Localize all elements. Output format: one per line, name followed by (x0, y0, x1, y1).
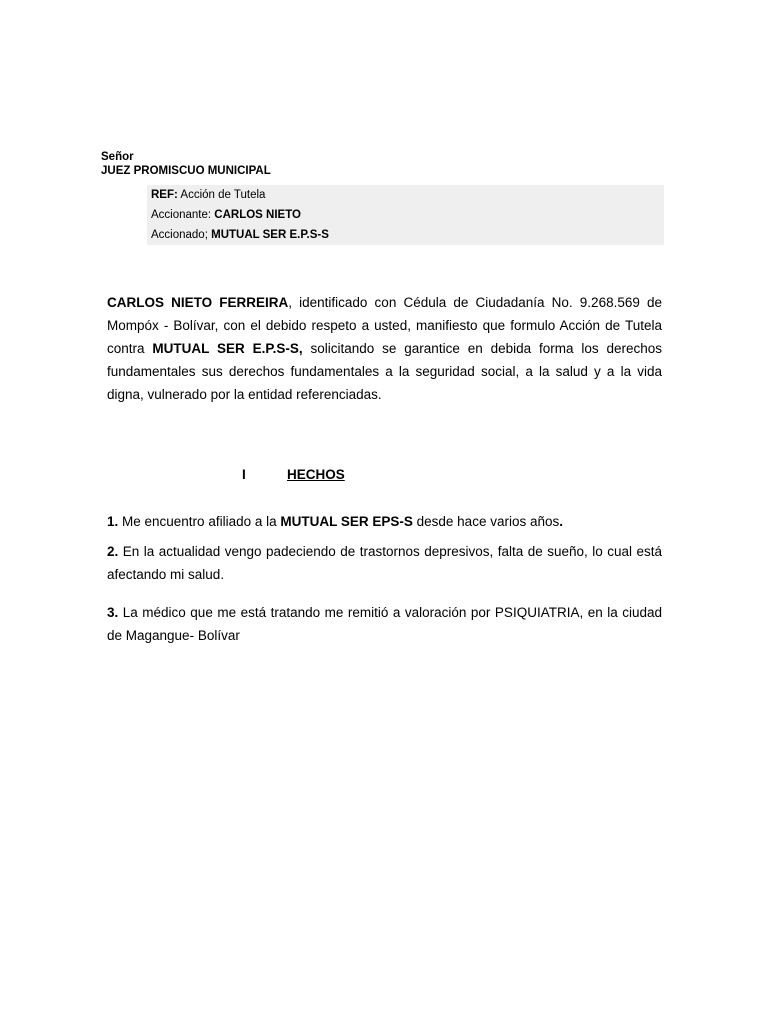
section-title: HECHOS (287, 467, 345, 482)
ref-line (151, 185, 265, 205)
intro-paragraph (107, 291, 662, 406)
accionado-label: Accionado; (151, 229, 212, 241)
fact-number: 1. (107, 514, 119, 529)
fact-entity: MUTUAL SER EPS-S (280, 514, 413, 529)
intro-text-2: solicitando se garantice en debida forma los derechos fundamentales sus derechos fundamentales a la seguridad social, a la salud y a la vida digna, vulnerado por la entidad referenciadas. (107, 341, 662, 402)
fact-number: 3. (107, 605, 119, 620)
fact-item-2 (107, 540, 662, 586)
accionado-value: MUTUAL SER E.P.S-S (211, 229, 329, 241)
accionante-line (151, 205, 301, 225)
fact-item-3 (107, 601, 662, 647)
fact-number: 2. (107, 544, 119, 559)
address-block (101, 150, 271, 178)
fact-text: En la actualidad vengo padeciendo de trastornos depresivos, falta de sueño, lo cual está afectando mi salud. (107, 544, 662, 582)
fact-item-1 (107, 510, 662, 533)
fact-text: La médico que me está tratando me remitió a valoración por PSIQUIATRIA, en la ciudad de Magangue- Bolívar (107, 605, 662, 643)
ref-value: Acción de Tutela (177, 189, 266, 201)
fact-text: Me encuentro afiliado a la (118, 514, 281, 529)
accionado-line (151, 225, 329, 245)
recipient: JUEZ PROMISCUO MUNICIPAL (101, 165, 271, 177)
intro-entity: MUTUAL SER E.P.S-S, (152, 341, 303, 356)
intro-text-1: , identificado con Cédula de Ciudadanía No. 9.268.569 de Mompóx - Bolívar, con el debido respeto a usted, manifiesto que formulo Acción de Tutela contra (107, 295, 662, 356)
fact-period: . (559, 514, 564, 529)
intro-name: CARLOS NIETO FERREIRA (107, 295, 289, 310)
fact-text: desde hace varios años (412, 514, 560, 529)
reference-box (147, 185, 664, 245)
accionante-label: Accionante: (151, 209, 215, 221)
accionante-value: CARLOS NIETO (214, 209, 301, 221)
section-number: I (242, 467, 246, 482)
salutation: Señor (101, 151, 134, 163)
ref-label: REF: (151, 189, 178, 201)
